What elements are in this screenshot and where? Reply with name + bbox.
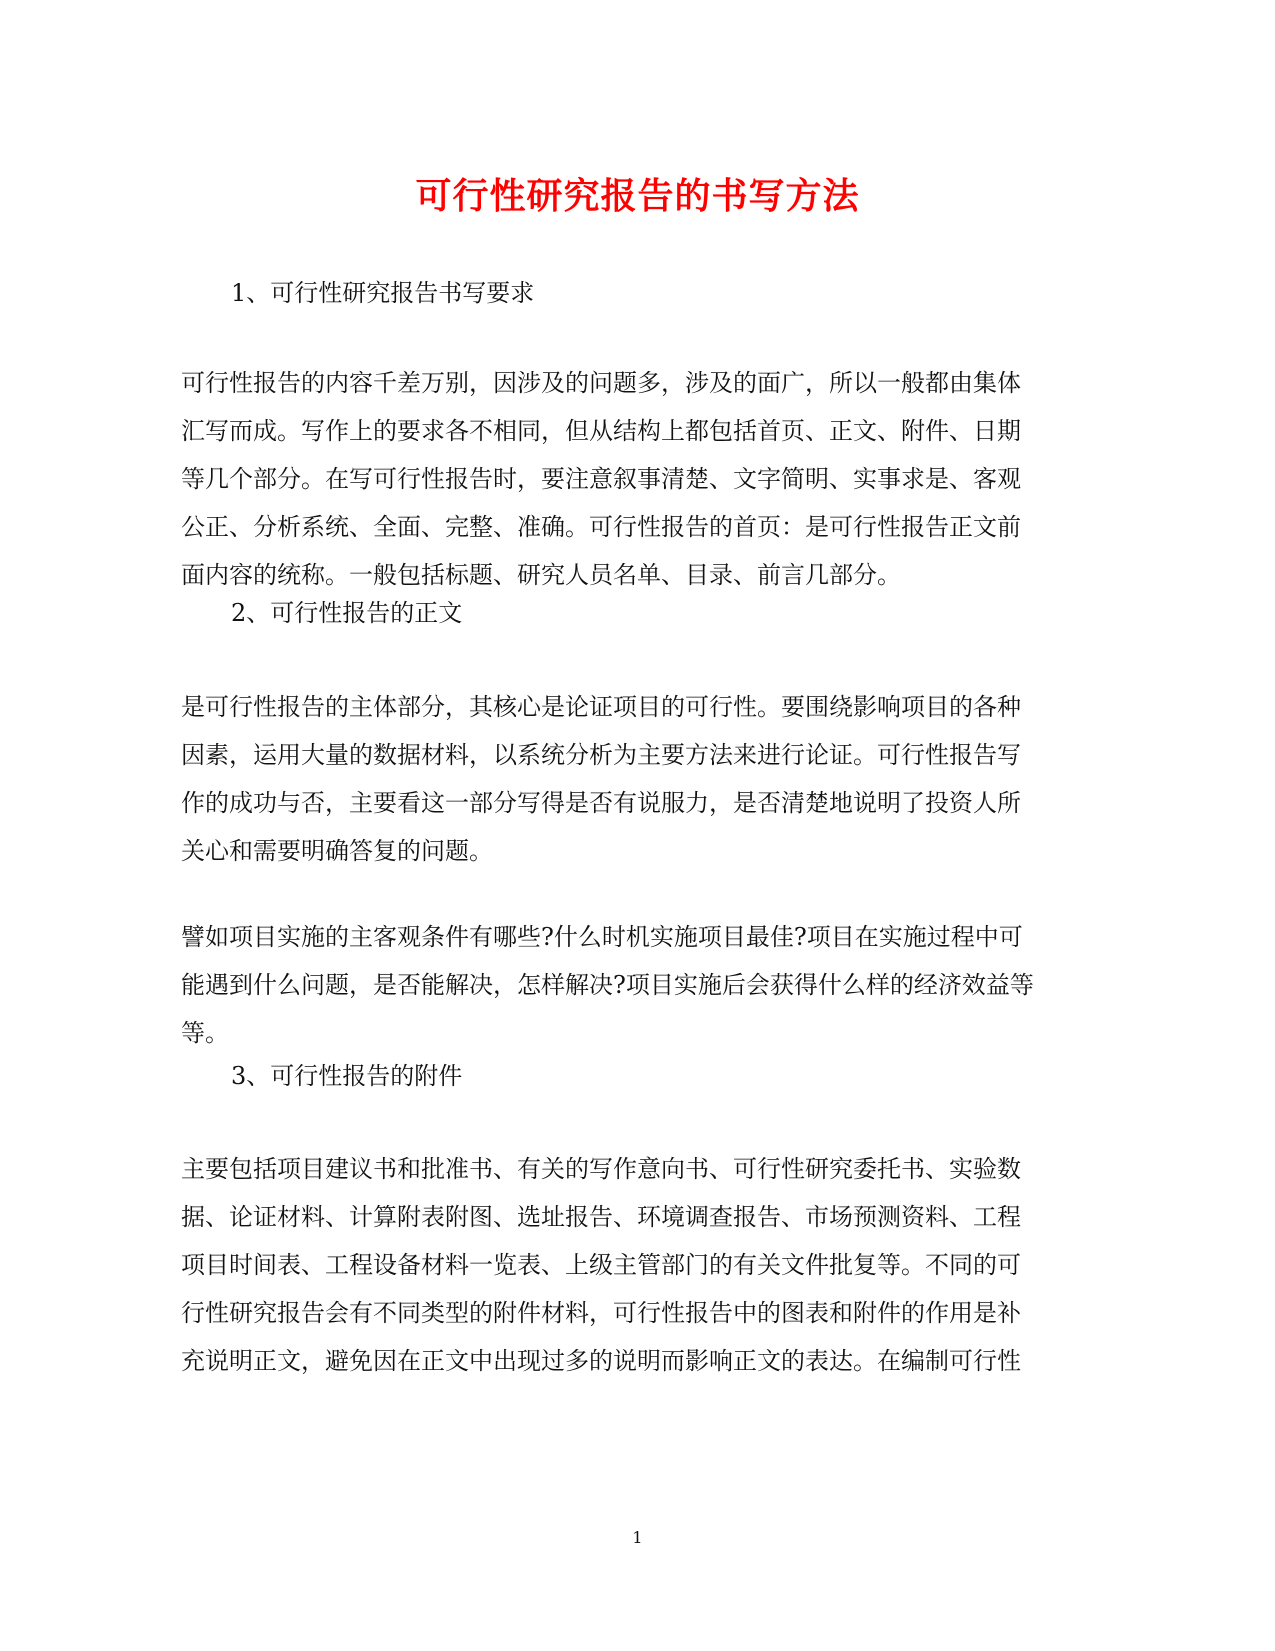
paragraph-3 (181, 913, 1181, 1057)
paragraph-line: 项目时间表、工程设备材料一览表、上级主管部门的有关文件批复等。不同的可 (181, 1251, 1021, 1279)
paragraph-line: 是可行性报告的主体部分，其核心是论证项目的可行性。要围绕影响项目的各种 (181, 693, 1021, 721)
paragraph-line: 作的成功与否，主要看这一部分写得是否有说服力，是否清楚地说明了投资人所 (181, 789, 1021, 817)
section-heading-3: 3、可行性报告的附件 (231, 1062, 463, 1090)
paragraph-line: 能遇到什么问题，是否能解决，怎样解决?项目实施后会获得什么样的经济效益等 (181, 971, 1034, 999)
document-title: 可行性研究报告的书写方法 (415, 175, 860, 217)
paragraph-line: 譬如项目实施的主客观条件有哪些?什么时机实施项目最佳?项目在实施过程中可 (181, 923, 1023, 951)
paragraph-line: 主要包括项目建议书和批准书、有关的写作意向书、可行性研究委托书、实验数 (181, 1155, 1021, 1183)
paragraph-line: 汇写而成。写作上的要求各不相同，但从结构上都包括首页、正文、附件、日期 (181, 417, 1021, 445)
paragraph-line: 公正、分析系统、全面、完整、准确。可行性报告的首页：是可行性报告正文前 (181, 513, 1021, 541)
paragraph-line: 可行性报告的内容千差万别，因涉及的问题多，涉及的面广，所以一般都由集体 (181, 369, 1021, 397)
paragraph-line: 充说明正文，避免因在正文中出现过多的说明而影响正文的表达。在编制可行性 (181, 1347, 1021, 1375)
paragraph-1 (181, 359, 1181, 599)
paragraph-line: 等。 (181, 1019, 229, 1047)
paragraph-2 (181, 683, 1181, 875)
section-heading-1: 1、可行性研究报告书写要求 (231, 279, 535, 307)
page-number: 1 (632, 1528, 643, 1547)
paragraph-4 (181, 1145, 1181, 1385)
paragraph-line: 因素，运用大量的数据材料，以系统分析为主要方法来进行论证。可行性报告写 (181, 741, 1021, 769)
paragraph-line: 行性研究报告会有不同类型的附件材料，可行性报告中的图表和附件的作用是补 (181, 1299, 1021, 1327)
paragraph-line: 关心和需要明确答复的问题。 (181, 837, 493, 865)
paragraph-line: 据、论证材料、计算附表附图、选址报告、环境调查报告、市场预测资料、工程 (181, 1203, 1021, 1231)
paragraph-line: 面内容的统称。一般包括标题、研究人员名单、目录、前言几部分。 (181, 561, 901, 589)
section-heading-2: 2、可行性报告的正文 (231, 599, 463, 627)
paragraph-line: 等几个部分。在写可行性报告时，要注意叙事清楚、文字简明、实事求是、客观 (181, 465, 1021, 493)
